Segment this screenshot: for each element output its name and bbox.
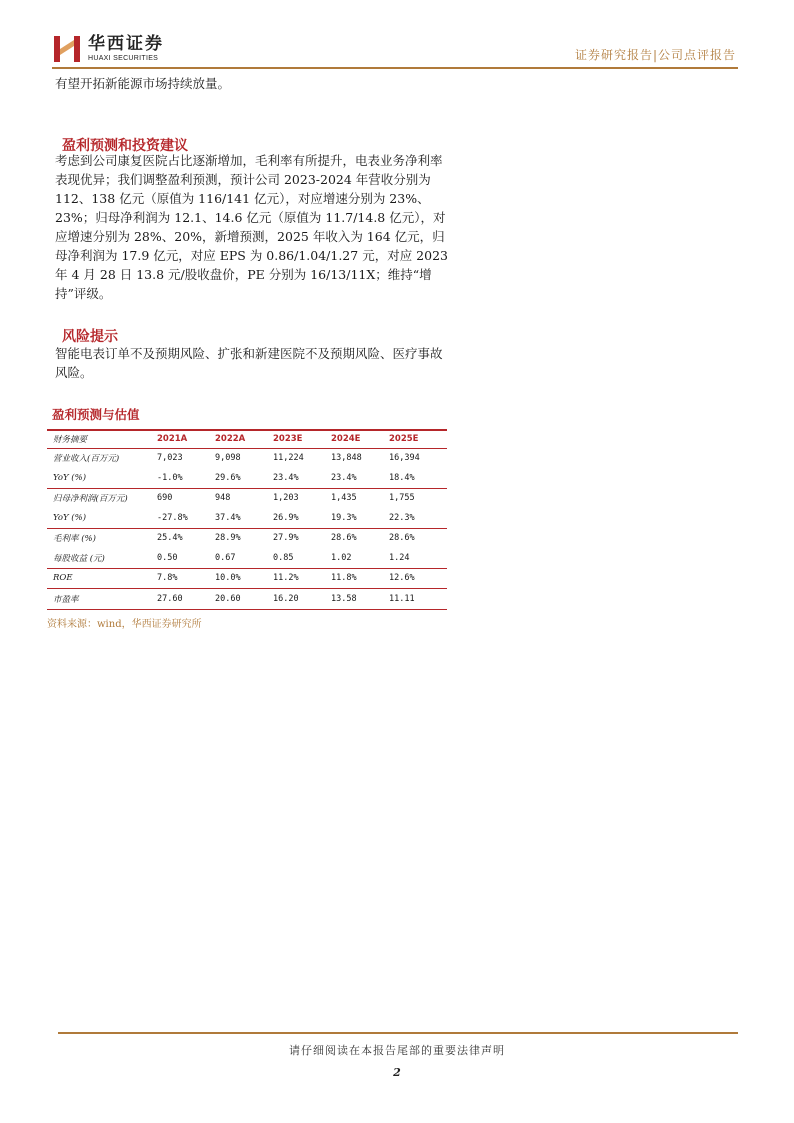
table-cell: 13,848: [331, 453, 362, 464]
risk-section-title: 风险提示: [62, 329, 118, 345]
huaxi-logo-icon: [52, 34, 82, 64]
table-cell: 1.24: [389, 552, 410, 563]
col-header: 2024E: [331, 434, 361, 444]
legal-notice: 请仔细阅读在本报告尾部的重要法律声明: [289, 1044, 505, 1057]
table-row: [47, 548, 447, 568]
table-cell: 11.8%: [331, 573, 357, 584]
table-cell: 10.0%: [215, 573, 241, 584]
table-cell: 27.60: [157, 593, 183, 604]
table-header-row: [47, 431, 447, 448]
table-source-note: 资料来源：wind，华西证券研究所: [47, 619, 202, 630]
table-cell: 1,203: [273, 493, 299, 504]
table-cell: 29.6%: [215, 472, 241, 483]
row-label: 归母净利润(百万元): [53, 494, 128, 505]
table-row: [47, 508, 447, 528]
logo-cn-text: 华西证券: [88, 34, 164, 54]
footer-divider: [58, 1032, 738, 1034]
col-header: 2025E: [389, 434, 419, 444]
col-header: 2021A: [157, 434, 188, 444]
logo-en-text: HUAXI SECURITIES: [88, 55, 159, 62]
header-label: 财务摘要: [53, 435, 88, 445]
company-logo: [52, 34, 164, 64]
row-label: YoY (%): [53, 512, 87, 523]
table-cell: -1.0%: [157, 472, 183, 483]
table-cell: 25.4%: [157, 533, 183, 544]
intro-line: 有望开拓新能源市场持续放量。: [55, 76, 231, 91]
row-label: 毛利率 (%): [53, 534, 96, 545]
table-cell: 28.6%: [389, 533, 415, 544]
table-cell: 16.20: [273, 593, 299, 604]
report-type: 证券研究报告|公司点评报告: [574, 48, 736, 62]
forecast-section-title: 盈利预测和投资建议: [62, 138, 188, 154]
row-label: ROE: [53, 573, 73, 584]
col-header: 2022A: [215, 434, 246, 444]
forecast-paragraph: 考虑到公司康复医院占比逐渐增加，毛利率有所提升，电表业务净利率表现优异；我们调整盈利预测，预计公司 2023-2024 年营收分别为 112、138 亿元（原值为 116/141 亿元），对应增速分别为 23%、23%；归母净利润为 12.1、14.6 亿元（原值为 11.7/14.8 亿元），对应增速分别为 28%、20%，新增预测，2025 年收入为 164 亿元，归母净利润为 17.9 亿元，对应 EPS 为 0.86/1.04/1.27 元，对应 2023 年 4 月 28 日 13.8 元/股收盘价，PE 分别为 16/13/11X；维持“增持”评级。: [55, 153, 448, 301]
table-cell: -27.8%: [157, 512, 188, 523]
row-label: YoY (%): [53, 472, 87, 483]
table-cell: 11.2%: [273, 573, 299, 584]
table-row: [47, 468, 447, 488]
table-cell: 12.6%: [389, 573, 415, 584]
header-divider: [52, 67, 738, 69]
table-row: [47, 449, 447, 469]
table-cell: 1,755: [389, 493, 415, 504]
row-label: 营业收入(百万元): [53, 454, 120, 465]
table-row: [47, 489, 447, 509]
row-label: 每股收益 (元): [53, 553, 105, 564]
table-cell: 948: [215, 493, 231, 504]
table-cell: 9,098: [215, 453, 241, 464]
table-cell: 19.3%: [331, 512, 357, 523]
table-cell: 0.67: [215, 552, 236, 563]
table-cell: 1.02: [331, 552, 352, 563]
table-row: [47, 569, 447, 589]
table-cell: 0.85: [273, 552, 294, 563]
col-header: 2023E: [273, 434, 303, 444]
table-row: [47, 589, 447, 609]
table-bottom-rule: [47, 609, 447, 611]
table-cell: 18.4%: [389, 472, 415, 483]
page-number: 2: [393, 1066, 401, 1079]
table-cell: 11,224: [273, 453, 304, 464]
table-cell: 28.9%: [215, 533, 241, 544]
table-cell: 23.4%: [331, 472, 357, 483]
table-cell: 23.4%: [273, 472, 299, 483]
table-cell: 7,023: [157, 453, 183, 464]
table-cell: 16,394: [389, 453, 420, 464]
risk-paragraph: 智能电表订单不及预期风险、扩张和新建医院不及预期风险、医疗事故风险。: [55, 346, 443, 380]
financial-summary-table: [47, 429, 447, 610]
table-cell: 22.3%: [389, 512, 415, 523]
table-cell: 13.58: [331, 593, 357, 604]
table-cell: 28.6%: [331, 533, 357, 544]
table-cell: 20.60: [215, 593, 241, 604]
table-row: [47, 529, 447, 549]
table-cell: 7.8%: [157, 573, 178, 584]
table-title: 盈利预测与估值: [52, 407, 140, 422]
table-cell: 26.9%: [273, 512, 299, 523]
table-cell: 11.11: [389, 593, 415, 604]
table-cell: 0.50: [157, 552, 178, 563]
table-cell: 1,435: [331, 493, 357, 504]
table-cell: 37.4%: [215, 512, 241, 523]
table-cell: 690: [157, 493, 173, 504]
row-label: 市盈率: [53, 594, 79, 605]
table-cell: 27.9%: [273, 533, 299, 544]
